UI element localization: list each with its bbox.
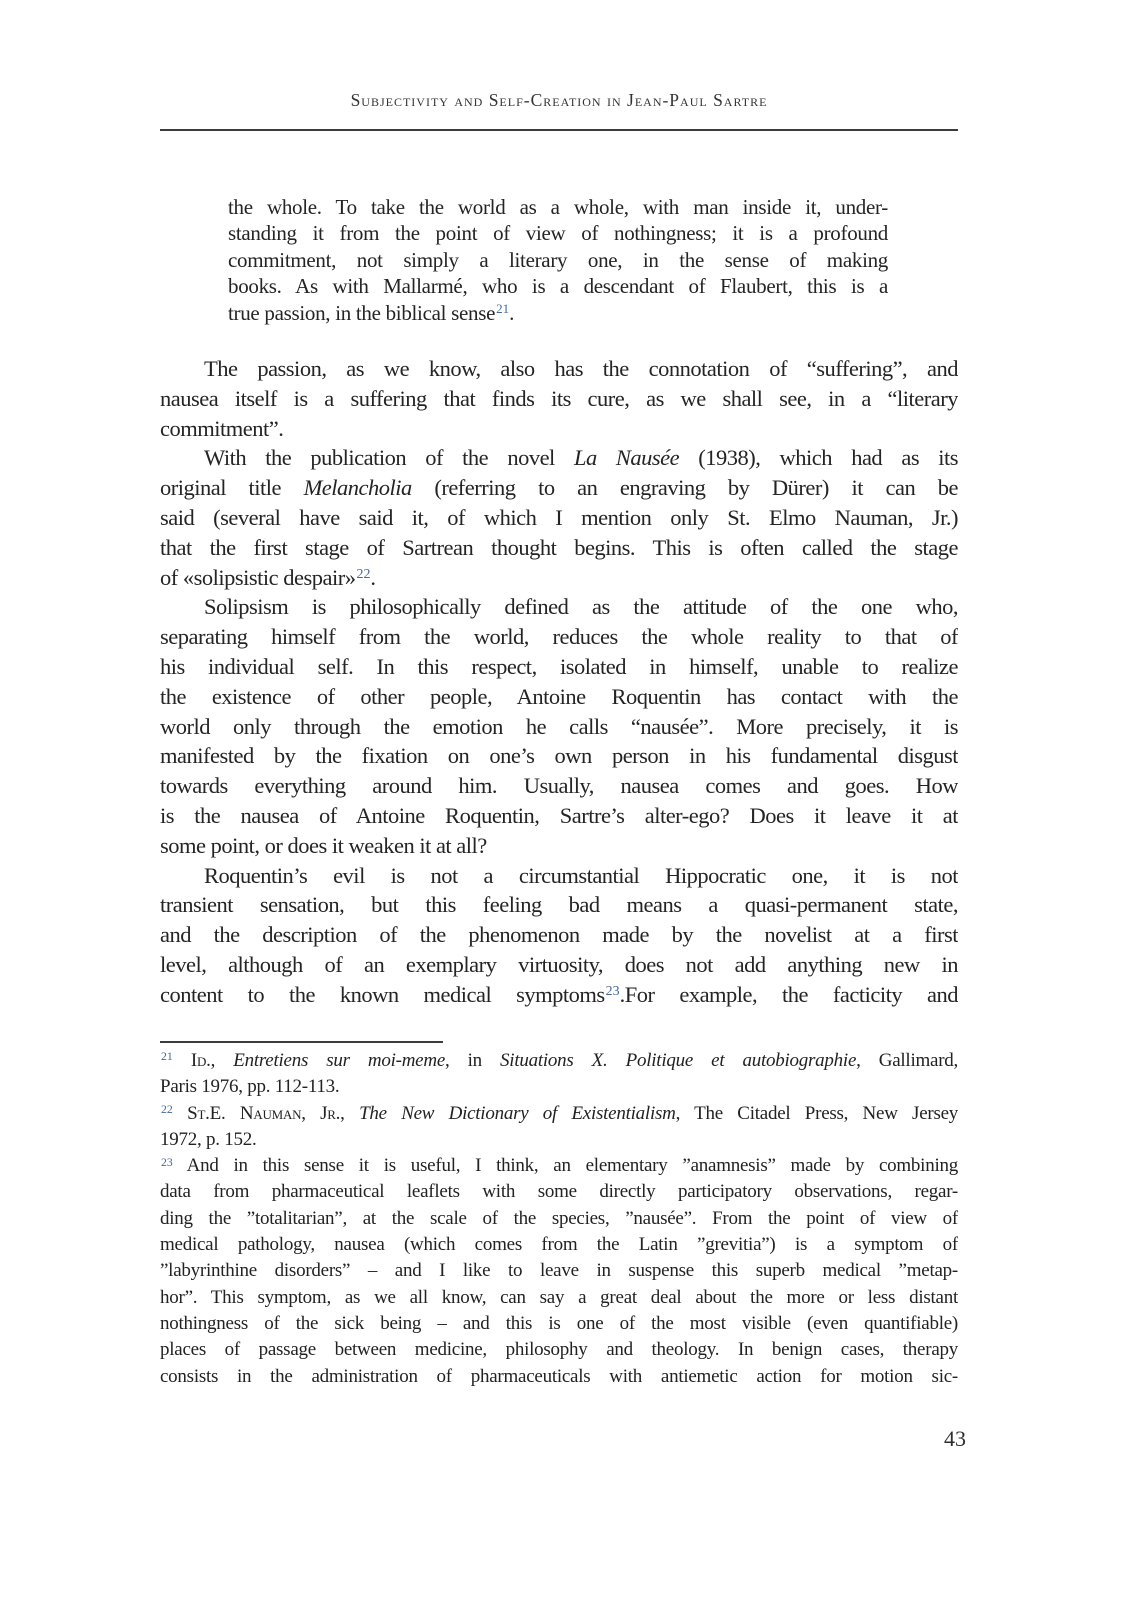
footnote-ref[interactable]: 22 (356, 566, 371, 582)
text-line: transient sensation, but this feeling bad means a quasi-permanent state, (160, 892, 958, 918)
paragraph (160, 354, 958, 443)
footnote-ref[interactable]: 23 (161, 1155, 173, 1169)
paragraph (160, 443, 958, 592)
text-line: books. As with Mallarmé, who is a descendant of Flaubert, this is a (228, 274, 888, 299)
text-line: level, although of an exemplary virtuosity, does not add anything new in (160, 951, 958, 977)
text-line: his individual self. In this respect, isolated in himself, unable to realize (160, 653, 958, 679)
footnote-ref[interactable]: 21 (496, 301, 510, 317)
text-line: Paris 1976, pp. 112-113. (160, 1076, 340, 1098)
text-line: ”labyrinthine disorders” – and I like to leave in suspense this superb medical ”metap- (160, 1260, 958, 1282)
text-line: content to the known medical symptoms$^{23}$.For example, the facticity and (160, 981, 958, 1007)
text-line: the existence of other people, Antoine Roquentin has contact with the (160, 683, 958, 709)
paragraph (160, 592, 958, 860)
footnote (160, 1048, 958, 1101)
footnotes-list (160, 1048, 958, 1390)
italic-text: Entretiens sur moi-meme (233, 1050, 446, 1071)
header-rule (160, 129, 958, 131)
text-line: $^{23}$ And in this sense it is useful, I think, an elementary ”anamnesis” made by combining (161, 1155, 958, 1177)
footnote (160, 1101, 958, 1154)
text-line: Solipsism is philosophically defined as the attitude of the one who, (204, 594, 958, 620)
text-line: world only through the emotion he calls “nausée”. More precisely, it is (160, 713, 958, 739)
body-paragraphs (160, 354, 958, 1010)
text-line: some point, or does it weaken it at all? (160, 832, 487, 858)
text-line: 1972, p. 152. (160, 1128, 257, 1150)
text-line: manifested by the fixation on one’s own person in his fundamental disgust (160, 743, 958, 769)
text-line: said (several have said it, of which I mention only St. Elmo Nauman, Jr.) (160, 504, 958, 530)
text-line: hor”. This symptom, as we all know, can say a great deal about the more or less distant (160, 1286, 958, 1308)
italic-text: Situations X. Politique et autobiographie (500, 1050, 857, 1071)
text-line: With the publication of the novel La Nausée (1938), which had as its (204, 445, 958, 471)
text-line: separating himself from the world, reduces the whole reality to that of (160, 624, 958, 650)
italic-text: Melancholia (303, 475, 412, 501)
text-line: places of passage between medicine, philosophy and theology. In benign cases, therapy (160, 1339, 958, 1361)
text-line: that the first stage of Sartrean thought begins. This is often called the stage (160, 534, 958, 560)
paragraph (160, 861, 958, 1010)
text-line: the whole. To take the world as a whole, with man inside it, under- (228, 195, 888, 219)
text-line: standing it from the point of view of nothingness; it is a profound (228, 221, 888, 246)
footnote-ref[interactable]: 23 (605, 984, 620, 1000)
text-line: Roquentin’s evil is not a circumstantial Hippocratic one, it is not (204, 862, 958, 888)
text-line: is the nausea of Antoine Roquentin, Sartre’s alter-ego? Does it leave it at (160, 802, 958, 828)
text-line: consists in the administration of pharmaceuticals with antiemetic action for motion sic- (160, 1365, 958, 1387)
footnote-ref[interactable]: 22 (161, 1102, 173, 1116)
smallcaps-text: St.E. Nauman, Jr. (187, 1102, 341, 1124)
smallcaps-text: Id. (190, 1050, 211, 1071)
italic-text: La Nausée (573, 445, 680, 471)
text-line: and the description of the phenomenon made by the novelist at a first (160, 922, 958, 948)
text-line: commitment”. (160, 415, 284, 441)
footnote (160, 1153, 958, 1390)
text-line: medical pathology, nausea (which comes from the Latin ”grevitia”) is a symptom of (160, 1234, 958, 1256)
text-line: ding the ”totalitarian”, at the scale of the species, ”nausée”. From the point of view of (160, 1207, 958, 1229)
footnote-ref[interactable]: 21 (161, 1050, 173, 1064)
text-line: of «solipsistic despair»$^{22}$. (160, 564, 376, 590)
text-line: nausea itself is a suffering that finds its cure, as we shall see, in a “literary (160, 385, 958, 411)
text-line: nothingness of the sick being – and this is one of the most visible (even quantifiable) (160, 1312, 958, 1334)
text-line: original title Melancholia (referring to an engraving by Dürer) it can be (160, 475, 958, 501)
quote-block (160, 194, 958, 326)
page-number: 43 (944, 1426, 966, 1451)
text-line: $^{22}$ St.E. Nauman, Jr., The New Dictionary of Existentialism, The Citadel Press, New Jersey (161, 1102, 958, 1124)
text-line: towards everything around him. Usually, nausea comes and goes. How (160, 773, 958, 799)
text-line: commitment, not simply a literary one, in the sense of making (228, 247, 888, 272)
text-line: The passion, as we know, also has the connotation of “suffering”, and (204, 356, 958, 381)
text-line: true passion, in the biblical sense$^{21}$. (228, 300, 515, 325)
text-line: data from pharmaceutical leaflets with some directly participatory observations, regar- (160, 1181, 958, 1203)
footnote-separator (160, 1041, 443, 1043)
text-line: $^{21}$ Id., Entretiens sur moi-meme, in Situations X. Politique et autobiographie, Gallimard, (161, 1050, 958, 1071)
italic-text: The New Dictionary of Existentialism (359, 1102, 676, 1124)
page-title: Subjectivity and Self-Creation in Jean-Paul Sartre (350, 90, 768, 110)
